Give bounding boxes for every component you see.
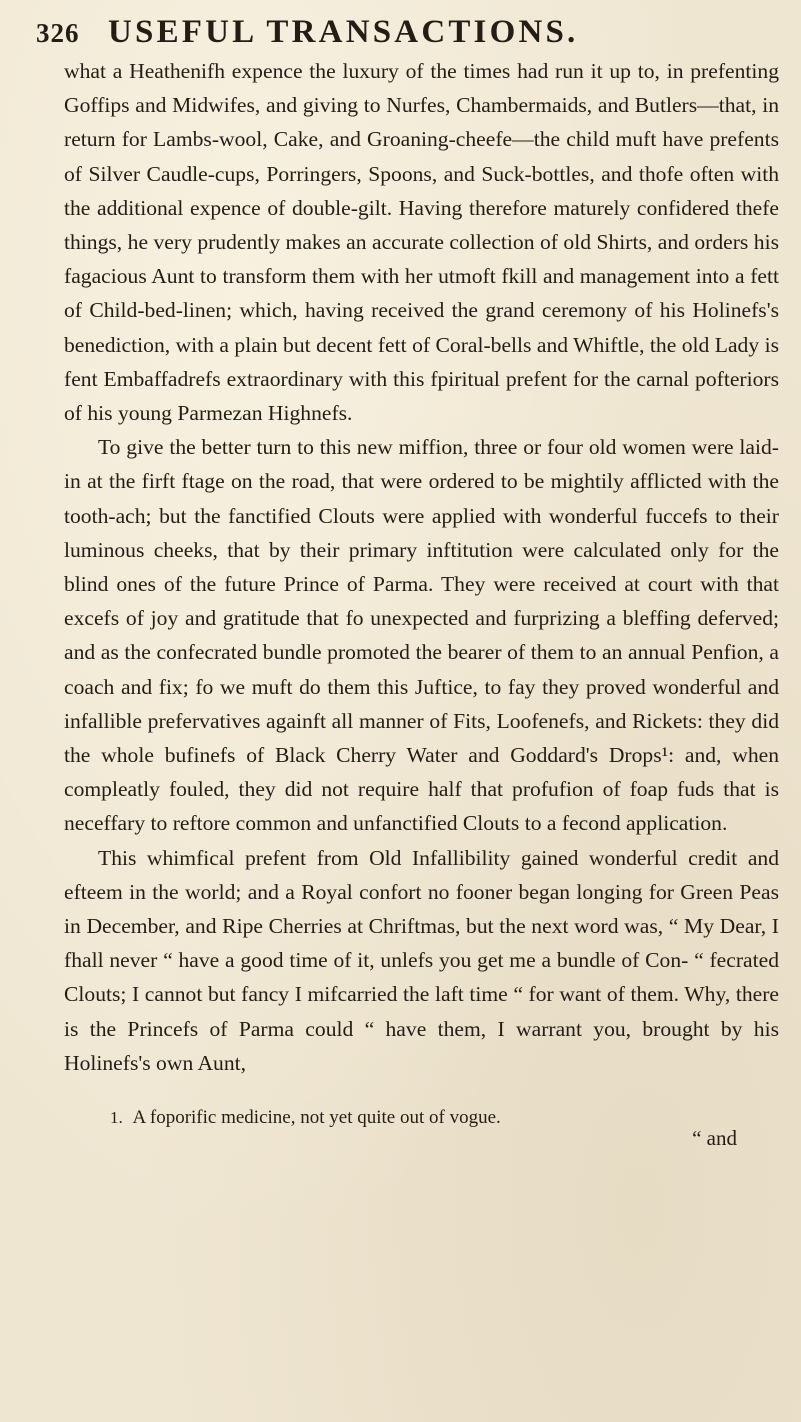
body-text [36,54,779,1080]
paragraph-2: To give the better turn to this new miffion, three or four old women were laid-in at the firft ftage on the road, that were ordered to be mightily afflicted with the tooth-ach; but the fanctified Clouts were applied with wonderful fuccefs to their luminous cheeks, that by their primary inftitution were calculated only for the blind ones of the future Prince of Parma. They were received at court with that excefs of joy and gratitude that fo unexpected and furprizing a bleffing deferved; and as the confecrated bundle promoted the bearer of them to an annual Penfion, a coach and fix; fo we muft do them this Juftice, to fay they proved wonderful and infallible prefervatives againft all manner of Fits, Loofenefs, and Rickets: they did the whole bufinefs of Black Cherry Water and Goddard's Drops¹: and, when compleatly fouled, they did not require half that profufion of foap fuds that is neceffary to reftore common and unfanctified Clouts to a fecond application. [64,435,779,836]
footnote-text: A foporific medicine, not yet quite out of vogue. [132,1107,501,1129]
catchword: “ and [692,1126,737,1151]
paragraph-1: what a Heathenifh expence the luxury of the times had run it up to, in prefenting Goffips and Midwifes, and giving to Nurfes, Chambermaids, and Butlers—that, in return for Lambs-wool, Cake, and Groaning-cheefe—the child muft have prefents of Silver Caudle-cups, Porringers, Spoons, and Suck-bottles, and thofe often with the additional expence of double-gilt. Having therefore maturely confidered thefe things, he very prudently makes an accurate collection of old Shirts, and orders his fagacious Aunt to transform them with her utmoft fkill and management into a fett of Child-bed-linen; which, having received the grand ceremony of his Holinefs's benediction, with a plain but decent fett of Coral-bells and Whiftle, the old Lady is fent Embaffadrefs extraordinary with this fpiritual prefent for the carnal pofteriors of his young Parmezan Highnefs. [64,59,779,426]
page-header [36,14,779,50]
running-head: USEFUL TRANSACTIONS. [108,14,579,50]
paragraph-3: This whimfical prefent from Old Infallibility gained wonderful credit and efteem in the world; and a Royal confort no fooner began longing for Green Peas in December, and Ripe Cherries at Chriftmas, but the next word was, “ My Dear, I fhall never “ have a good time of it, unlefs you get me a bundle of Con- “ fecrated Clouts; I cannot but fancy I mifcarried the laft time “ for want of them. Why, there is the Princefs of Parma could “ have them, I warrant you, brought by his Holinefs's own Aunt, [64,845,779,1075]
page-number: 326 [36,18,80,48]
footnote-marker: 1. [110,1108,123,1128]
